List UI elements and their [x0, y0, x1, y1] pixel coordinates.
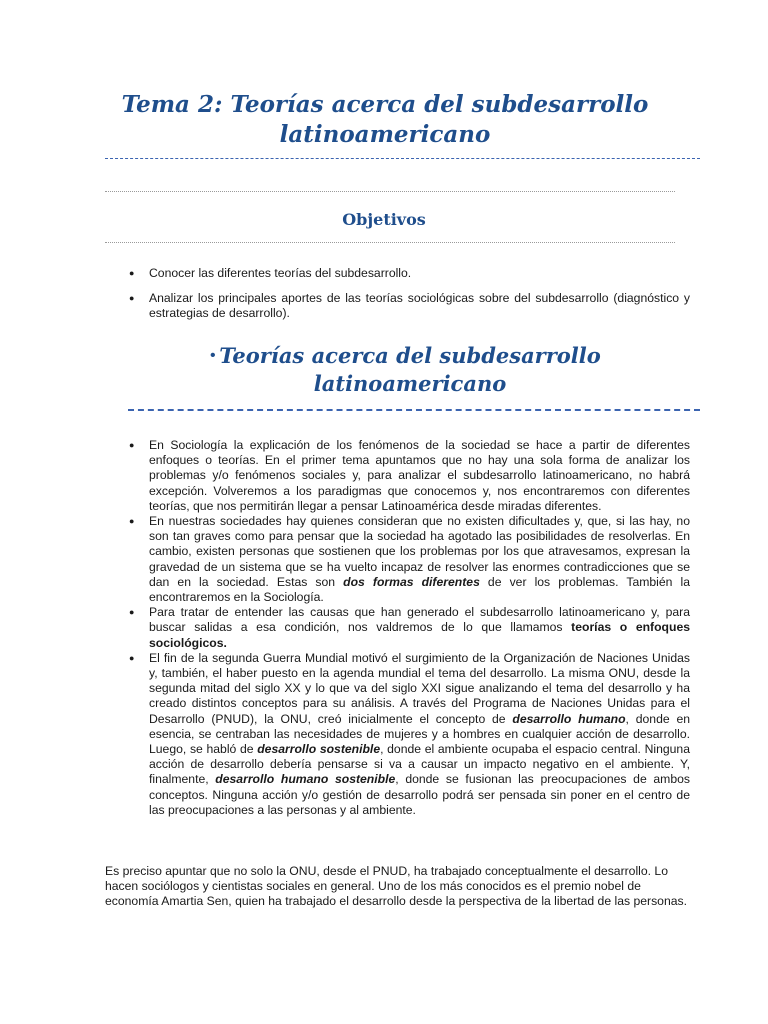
- bullet-icon: ●: [129, 516, 135, 527]
- page-title: Tema 2: Teorías acerca del subdesarrollo latinoamericano: [121, 91, 649, 148]
- objectives-bottom-rule: [105, 242, 675, 243]
- list-item: [125, 514, 690, 605]
- section-bullet-icon: •: [210, 347, 216, 364]
- list-item: [125, 605, 690, 651]
- objective-text: Analizar los principales aportes de las teorías sociológicas sobre del subdesarrollo (diagnóstico y estrategias de desarrollo).: [149, 291, 690, 321]
- bullet-text: , donde en esencia, se centraban las necesidades de mujeres y a hombres en cualquier acción de desarrollo. Luego, se habló de: [149, 711, 691, 757]
- emphasis-text: dos formas diferentes: [343, 574, 480, 589]
- bullet-icon: ●: [129, 607, 135, 618]
- section-divider: [128, 409, 700, 411]
- content-list: [125, 438, 690, 818]
- objective-text: Conocer las diferentes teorías del subdesarrollo.: [149, 266, 412, 280]
- emphasis-text: teorías o enfoques sociológicos.: [149, 620, 690, 650]
- bullet-text: , donde se fusionan las preocupaciones de ambos conceptos. Ninguna acción y/o gestión de desarrollo podrá ser pensada sin poner en el centro de las preocupaciones a las personas y al ambiente.: [149, 772, 690, 817]
- bullet-text: En nuestras sociedades hay quienes consideran que no existen dificultades y, que, si las hay, no son tan graves como para pensar que la sociedad ha agotado las posibilidades de resolverlas. En cambio, existen personas que sostienen que los problemas por los que atravesamos, expresan la gravedad de un sistema que se ha vuelto incapaz de resolver las enormes contradicciones que se dan en la sociedad. Estas son: [149, 514, 690, 589]
- objectives-list: [125, 266, 690, 332]
- bullet-icon: ●: [129, 440, 135, 450]
- title-divider: [105, 158, 700, 159]
- bullet-icon: ●: [129, 293, 135, 304]
- section-heading: Teorías acerca del subdesarrollo latinoamericano: [219, 343, 601, 396]
- bullet-text: En Sociología la explicación de los fenómenos de la sociedad se hace a partir de diferentes enfoques o teorías. En el primer tema apuntamos que no hay una sola forma de analizar los problemas y/o fenómenos sociales y, para analizar el subdesarrollo latinoamericano, no habrá excepción. Volveremos a los paradigmas que conocemos y, nos encontraremos con diferentes teorías, que nos permitirán llegar a pensar Latinoamérica desde miradas diferentes.: [149, 438, 690, 513]
- bullet-text: de ver los problemas. También la encontraremos en la Sociología.: [149, 574, 690, 605]
- bullet-text: , donde el ambiente ocupaba el espacio central. Ninguna acción de desarrollo debería pensarse si va a causar un impacto negativo en el ambiente. Y, finalmente,: [149, 742, 690, 787]
- bullet-icon: ●: [129, 652, 135, 663]
- objectives-heading: Objetivos: [342, 210, 426, 229]
- list-item: [125, 651, 690, 818]
- list-item: [125, 438, 690, 514]
- bullet-text: El fin de la segunda Guerra Mundial motivó el surgimiento de la Organización de Naciones Unidas y, también, el haber puesto en la agenda mundial el tema del desarrollo. La misma ONU, desde la segunda mitad del siglo XX y lo que va del siglo XXI sigue analizando el tema del desarrollo y ha creado distintos conceptos para su análisis. A través del Programa de Naciones Unidas para el Desarrollo (PNUD), la ONU, creó inicialmente el concepto de: [149, 650, 690, 726]
- list-item: [125, 291, 690, 321]
- list-item: [125, 266, 690, 281]
- closing-paragraph: Es preciso apuntar que no solo la ONU, desde el PNUD, ha trabajado conceptualmente el desarrollo. Lo hacen sociólogos y cientistas sociales en general. Uno de los más conocidos es el premio nobel de economía Amartia Sen, quien ha trabajado el desarrollo desde la perspectiva de la libertad de las personas.: [105, 864, 687, 909]
- emphasis-text: desarrollo humano: [512, 711, 626, 726]
- emphasis-text: desarrollo sostenible: [257, 742, 381, 757]
- objectives-top-rule: [105, 191, 675, 192]
- bullet-text: Para tratar de entender las causas que han generado el subdesarrollo latinoamericano y, para buscar salidas a esa condición, nos valdremos de lo que llamamos: [149, 605, 690, 635]
- bullet-icon: ●: [129, 268, 135, 278]
- emphasis-text: desarrollo humano sostenible: [215, 772, 396, 787]
